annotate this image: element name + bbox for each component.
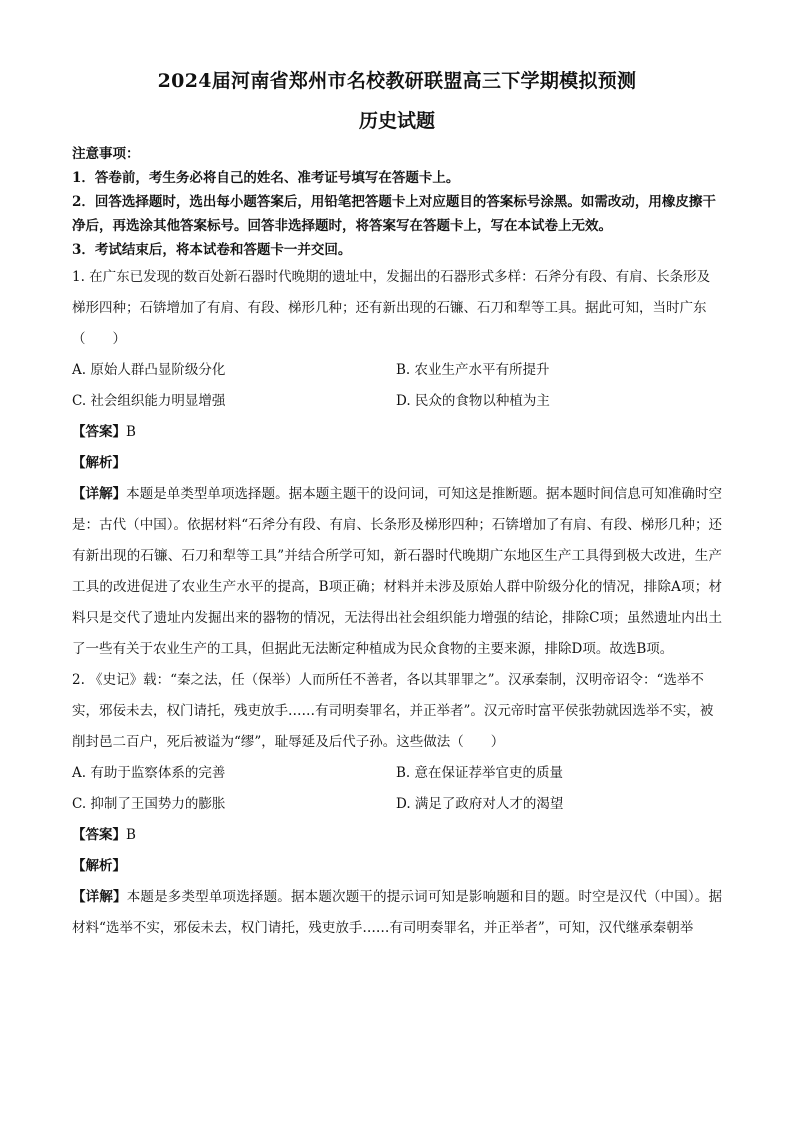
question-2-options: [72, 758, 722, 820]
detail-label: 【详解】: [72, 889, 127, 905]
answer-value: B: [126, 424, 136, 440]
question-1-option-d: D. 民众的食物以种植为主: [396, 393, 550, 409]
question-1: [72, 262, 722, 665]
question-2-stem: 2. 《史记》载：“秦之法，任（保举）人而所任不善者，各以其罪罪之”。汉承秦制，汉明帝诏令：“选举不实，邪佞未去，权门请托，残吏放手……有司明奏罪名，并正举者”。汉元帝时富平侯张勃就因选举不实，被削封邑二百户，死后被谥为“缪”，耻辱延及后代子孙。这些做法（ ）: [72, 672, 714, 750]
notice-section: [72, 142, 722, 262]
question-2-detail: [72, 882, 722, 944]
question-1-stem: 1. 在广东已发现的数百处新石器时代晚期的遗址中，发掘出的石器形式多样：石斧分有段、有肩、长条形及梯形四种；石锛增加了有肩、有段、梯形几种；还有新出现的石镰、石刀和犁等工具。据此可知，当时广东（ ）: [72, 269, 711, 347]
question-2-option-b: B. 意在保证荐举官吏的质量: [396, 765, 564, 781]
exam-page: [72, 66, 722, 944]
question-1-answer: [72, 417, 722, 448]
question-1-option-b: B. 农业生产水平有所提升: [396, 362, 550, 378]
question-1-options: [72, 355, 722, 417]
exam-title: 2024届河南省郑州市名校教研联盟高三下学期模拟预测: [157, 70, 637, 92]
question-2: [72, 665, 722, 944]
notice-item-2: 2．回答选择题时，选出每小题答案后，用铅笔把答题卡上对应题目的答案标号涂黑。如需改动，用橡皮擦干净后，再选涂其他答案标号。回答非选择题时，将答案写在答题卡上，写在本试卷上无效。: [72, 194, 716, 234]
notice-heading: 注意事项：: [72, 146, 140, 162]
question-1-option-a: A. 原始人群凸显阶级分化: [72, 362, 226, 378]
answer-label: 【答案】: [72, 827, 126, 843]
question-1-option-c: C. 社会组织能力明显增强: [72, 393, 226, 409]
question-1-detail: [72, 479, 722, 665]
question-1-analysis: [72, 448, 722, 479]
analysis-label: 【解析】: [72, 455, 126, 471]
detail-text: 本题是单类型单项选择题。据本题主题干的设问词，可知这是推断题。据本题时间信息可知准确时空是：古代（中国）。依据材料“石斧分有段、有肩、长条形及梯形四种；石锛增加了有肩、有段、梯形几种；还有新出现的石镰、石刀和犁等工具”并结合所学可知，新石器时代晚期广东地区生产工具得到极大改进，生产工具的改进促进了农业生产水平的提高，B项正确；材料并未涉及原始人群中阶级分化的情况，排除A项；材料只是交代了遗址内发掘出来的器物的情况，无法得出社会组织能力增强的结论，排除C项；虽然遗址内出土了一些有关于农业生产的工具，但据此无法断定种植成为民众食物的主要来源，排除D项。故选B项。: [72, 486, 723, 657]
notice-item-3: 3．考试结束后，将本试卷和答题卡一并交回。: [72, 242, 352, 258]
question-2-option-d: D. 满足了政府对人才的渴望: [396, 796, 564, 812]
detail-text: 本题是多类型单项选择题。据本题次题干的提示词可知是影响题和目的题。时空是汉代（中国）。据材料“选举不实，邪佞未去，权门请托，残吏放手……有司明奏罪名，并正举者”，可知，汉代继承秦朝举: [72, 889, 723, 936]
question-2-option-c: C. 抑制了王国势力的膨胀: [72, 796, 226, 812]
answer-label: 【答案】: [72, 424, 126, 440]
detail-label: 【详解】: [72, 486, 127, 502]
exam-subtitle: 历史试题: [358, 110, 435, 132]
question-2-answer: [72, 820, 722, 851]
notice-item-1: 1．答卷前，考生务必将自己的姓名、准考证号填写在答题卡上。: [72, 170, 460, 186]
analysis-label: 【解析】: [72, 858, 126, 874]
question-2-analysis: [72, 851, 722, 882]
answer-value: B: [126, 827, 136, 843]
question-2-option-a: A. 有助于监察体系的完善: [72, 765, 226, 781]
